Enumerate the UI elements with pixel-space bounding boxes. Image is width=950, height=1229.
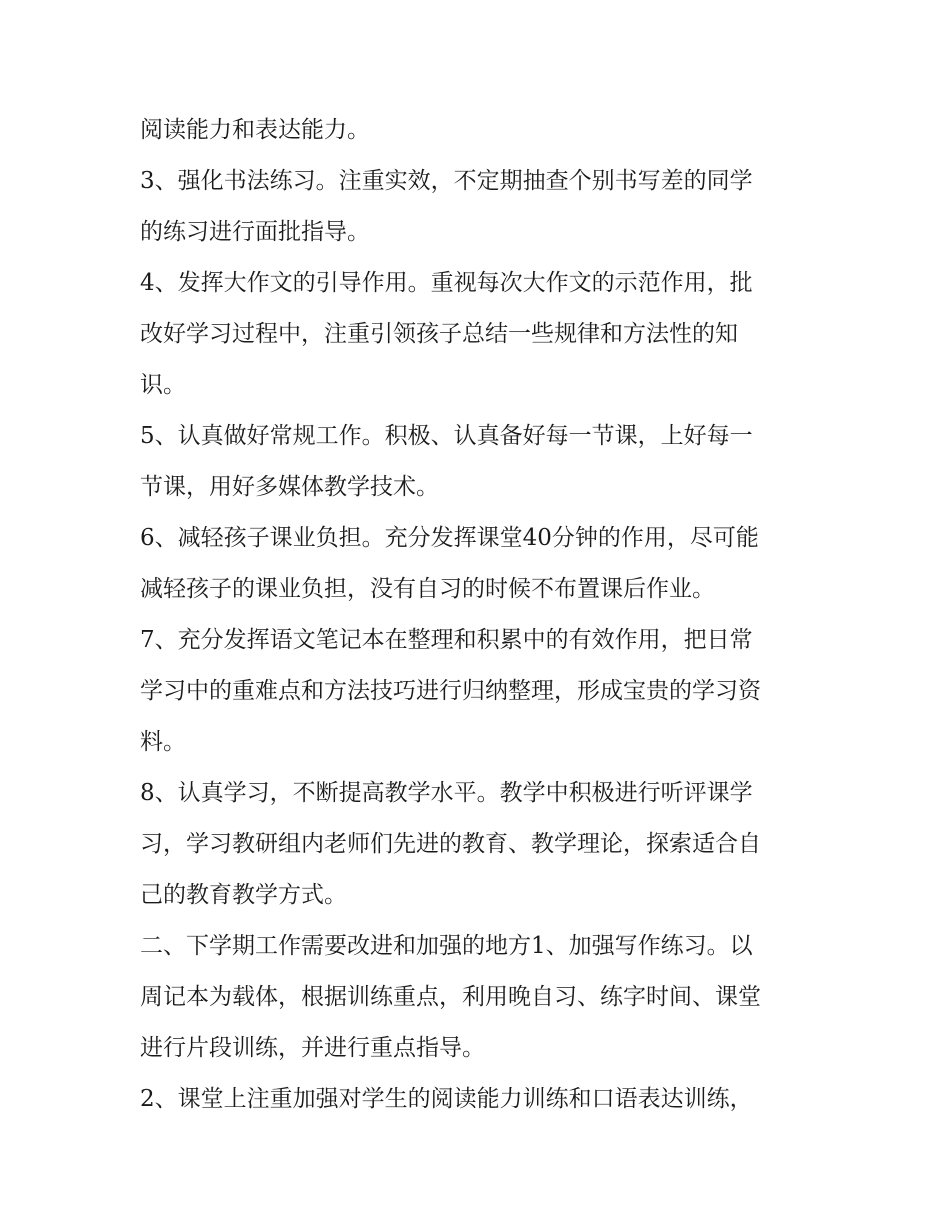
text-line: 习，学习教研组内老师们先进的教育、教学理论，探索适合自	[140, 831, 761, 857]
text-line: 6、减轻孩子课业负担。充分发挥课堂40分钟的作用，尽可能	[140, 525, 759, 551]
text-line: 3、强化书法练习。注重实效，不定期抽查个别书写差的同学	[140, 168, 753, 194]
text-line: 进行片段训练，并进行重点指导。	[140, 1035, 485, 1061]
text-line: 2、课堂上注重加强对学生的阅读能力训练和口语表达训练，	[140, 1086, 753, 1112]
text-line: 节课，用好多媒体教学技术。	[140, 474, 439, 500]
text-line: 5、认真做好常规工作。积极、认真备好每一节课，上好每一	[140, 423, 753, 449]
text-line: 识。	[140, 372, 186, 398]
text-line: 二、下学期工作需要改进和加强的地方1、加强写作练习。以	[140, 933, 753, 959]
text-line: 改好学习过程中，注重引领孩子总结一些规律和方法性的知	[140, 321, 738, 347]
text-line: 4、发挥大作文的引导作用。重视每次大作文的示范作用，批	[140, 270, 753, 296]
text-line: 7、充分发挥语文笔记本在整理和积累中的有效作用，把日常	[140, 627, 753, 653]
text-line: 阅读能力和表达能力。	[140, 117, 370, 143]
document-body	[140, 105, 820, 1125]
text-line: 的练习进行面批指导。	[140, 219, 370, 245]
text-line: 学习中的重难点和方法技巧进行归纳整理，形成宝贵的学习资	[140, 678, 761, 704]
text-line: 8、认真学习，不断提高教学水平。教学中积极进行听评课学	[140, 780, 753, 806]
text-line: 减轻孩子的课业负担，没有自习的时候不布置课后作业。	[140, 576, 715, 602]
text-line: 周记本为载体，根据训练重点，利用晚自习、练字时间、课堂	[140, 984, 761, 1010]
text-line: 料。	[140, 729, 186, 755]
text-line: 己的教育教学方式。	[140, 882, 347, 908]
